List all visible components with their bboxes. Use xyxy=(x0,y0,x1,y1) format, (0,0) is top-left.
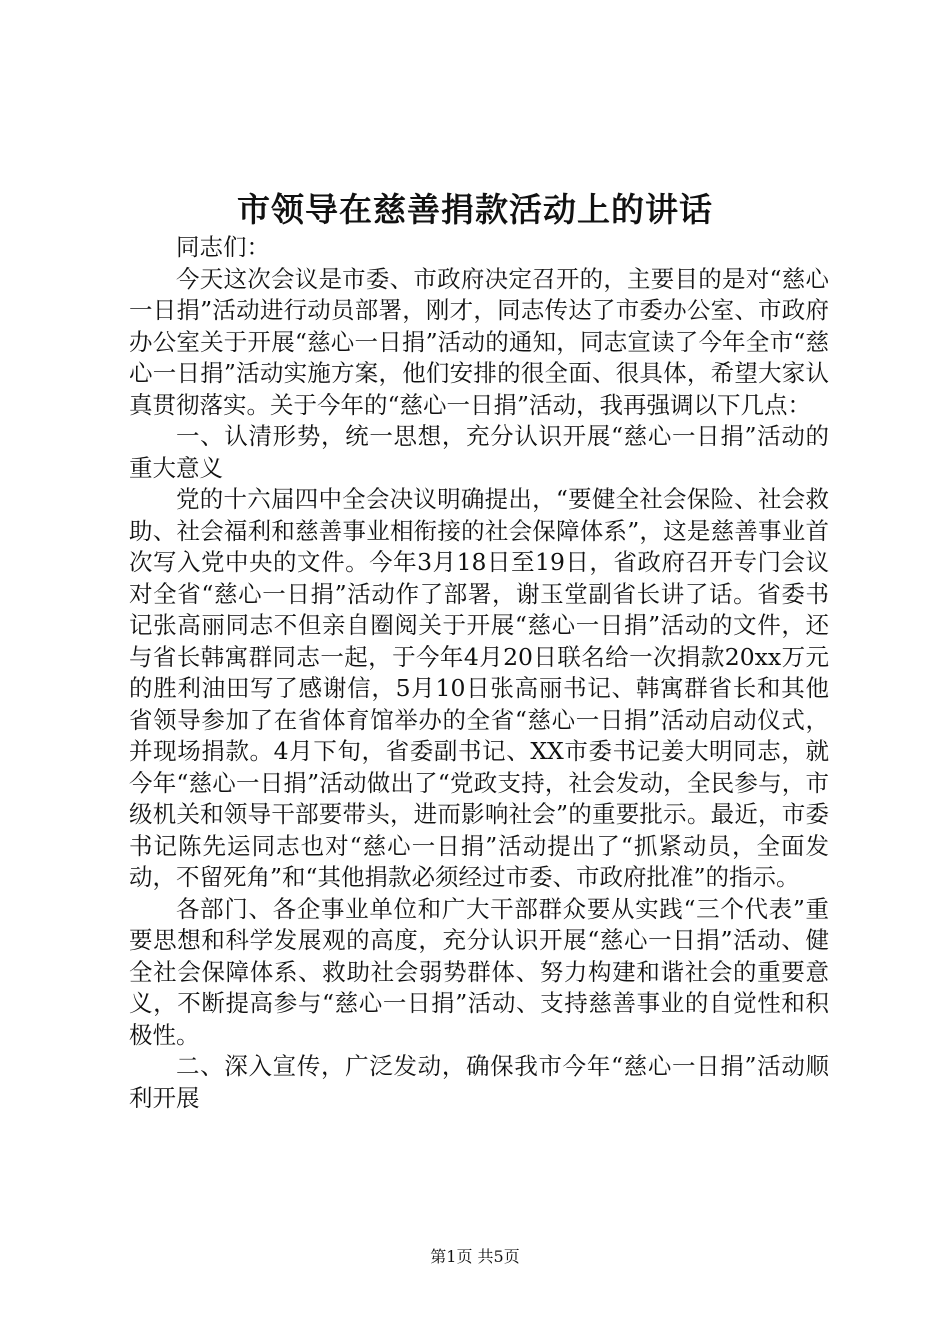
paragraph-significance: 各部门、各企事业单位和广大干部群众要从实践“三个代表”重要思想和科学发展观的高度，充分认识开展“慈心一日捐”活动、健全社会保障体系、救助社会弱势群体、努力构建和谐社会的重要意义，不断提高参与“慈心一日捐”活动、支持慈善事业的自觉性和积极性。 xyxy=(129,894,829,1049)
document-title: 市领导在慈善捐款活动上的讲话 xyxy=(237,190,713,229)
section-heading-one: 一、认清形势，统一思想，充分认识开展“慈心一日捐”活动的重大意义 xyxy=(129,422,829,482)
section-heading-two: 二、深入宣传，广泛发动，确保我市今年“慈心一日捐”活动顺利开展 xyxy=(129,1052,829,1112)
page-indicator: 第1页 共5页 xyxy=(430,1247,520,1266)
paragraph-salutation: 同志们： xyxy=(176,233,270,261)
paragraph-intro: 今天这次会议是市委、市政府决定召开的，主要目的是对“慈心一日捐”活动进行动员部署，刚才，同志传达了市委办公室、市政府办公室关于开展“慈心一日捐”活动的通知，同志宣读了今年全市“慈心一日捐”活动实施方案，他们安排的很全面、很具体，希望大家认真贯彻落实。关于今年的“慈心一日捐”活动，我再强调以下几点： xyxy=(129,264,829,419)
document-body xyxy=(129,232,829,1114)
page-footer xyxy=(0,1245,950,1269)
paragraph-background: 党的十六届四中全会决议明确提出，“要健全社会保险、社会救助、社会福利和慈善事业相衔接的社会保障体系”，这是慈善事业首次写入党中央的文件。今年3月18日至19日，省政府召开专门会议对全省“慈心一日捐”活动作了部署，谢玉堂副省长讲了话。省委书记张高丽同志不但亲自圈阅关于开展“慈心一日捐”活动的文件，还与省长韩寓群同志一起，于今年4月20日联名给一次捐款20xx万元的胜利油田写了感谢信，5月10日张高丽书记、韩寓群省长和其他省领导参加了在省体育馆举办的全省“慈心一日捐”活动启动仪式，并现场捐款。4月下旬，省委副书记、XX市委书记姜大明同志，就今年“慈心一日捐”活动做出了“党政支持，社会发动，全民参与，市级机关和领导干部要带头，进而影响社会”的重要批示。最近，市委书记陈先运同志也对“慈心一日捐”活动提出了“抓紧动员，全面发动，不留死角”和“其他捐款必须经过市委、市政府批准”的指示。 xyxy=(129,485,829,891)
